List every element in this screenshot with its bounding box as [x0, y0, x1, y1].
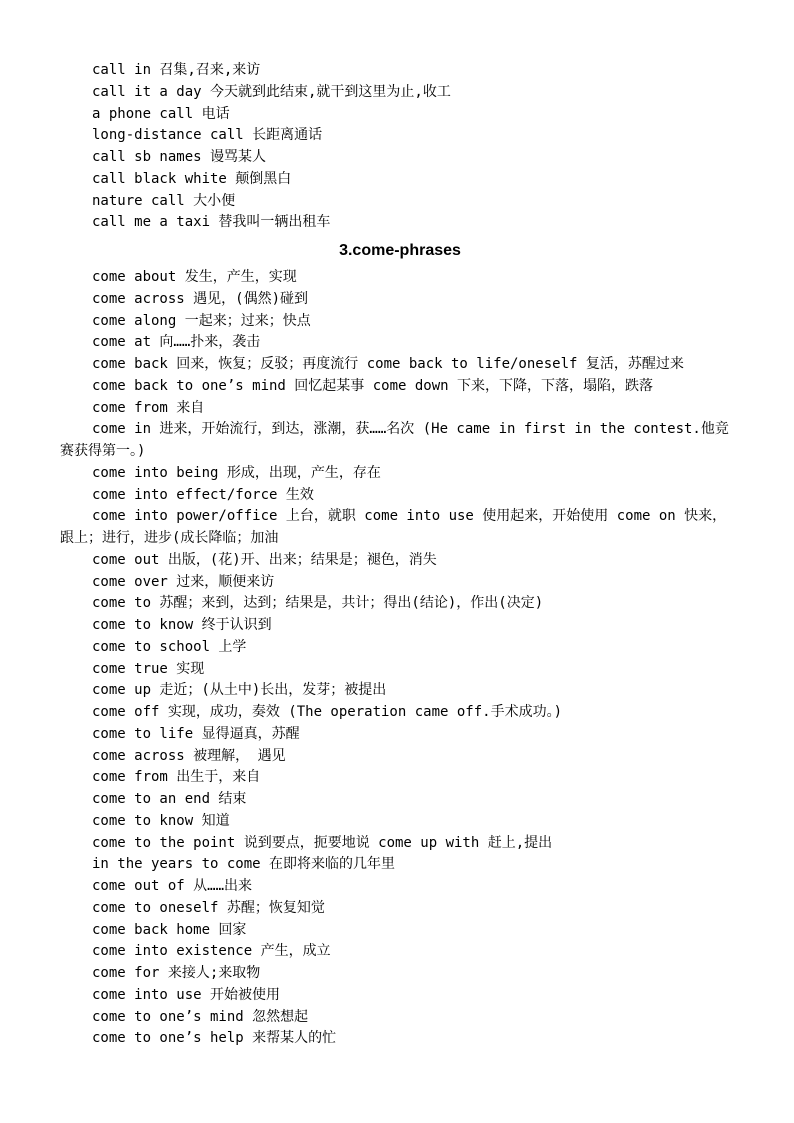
list-item: come about 发生，产生，实现 [92, 269, 297, 285]
list-item: come to know 终于认识到 [92, 617, 272, 633]
call-phrase-list [60, 60, 740, 234]
document-content [60, 60, 740, 1050]
list-item: come to 苏醒；来到，达到；结果是，共计；得出(结论)，作出(决定) [92, 595, 544, 612]
list-item: come from 来自 [92, 399, 205, 416]
list-item: come at 向……扑来，袭击 [92, 334, 261, 351]
list-item: call sb names 谩骂某人 [92, 149, 267, 165]
list-item: call it a day 今天就到此结束,就干到这里为止,收工 [92, 83, 451, 100]
list-item: come into use 开始被使用 [92, 986, 281, 1003]
list-item: come to one’s help 来帮某人的忙 [92, 1030, 337, 1047]
list-item: in the years to come 在即将来临的几年里 [92, 856, 396, 873]
list-item: call me a taxi 替我叫一辆出租车 [92, 214, 331, 231]
list-item: come to an end 结束 [92, 791, 247, 807]
list-item: come over 过来，顺便来访 [92, 573, 275, 590]
list-item: come from 出生于，来自 [92, 769, 261, 786]
list-item: come into power/office 上台，就职 come into use 使用起来，开始使用 come on 快来，跟上；进行，进步(成长降临；加油 [60, 508, 727, 546]
list-item: come to the point 说到要点，扼要地说 come up with 赶上,提出 [92, 834, 553, 851]
list-item: come to oneself 苏醒；恢复知觉 [92, 899, 325, 916]
list-item: come back home 回家 [92, 921, 247, 938]
list-item: come to life 显得逼真，苏醒 [92, 725, 300, 742]
list-item: call black white 颠倒黑白 [92, 170, 292, 187]
list-item: come into effect/force 生效 [92, 486, 314, 503]
list-item: call in 召集,召来,来访 [92, 62, 261, 78]
list-item: nature call 大小便 [92, 192, 236, 209]
list-item: come to school 上学 [92, 638, 247, 655]
list-item: come to one’s mind 忽然想起 [92, 1008, 309, 1025]
list-item: come for 来接人;来取物 [92, 965, 261, 981]
list-item: come into being 形成，出现，产生，存在 [92, 464, 381, 481]
list-item: come across 被理解， 遇见 [92, 747, 286, 764]
list-item: come out 出版，(花)开、出来；结果是；褪色，消失 [92, 551, 437, 568]
list-item: come up 走近；(从土中)长出，发芽；被提出 [92, 682, 387, 699]
section-heading: 3.come-phrases [339, 242, 461, 259]
list-item: come to know 知道 [92, 812, 230, 829]
list-item: come true 实现 [92, 660, 205, 677]
list-item: come out of 从……出来 [92, 878, 253, 894]
list-item: come back 回来，恢复；反驳；再度流行 come back to life/oneself 复活，苏醒过来 [92, 356, 684, 372]
come-phrase-list [60, 267, 740, 1050]
list-item: a phone call 电话 [92, 105, 230, 122]
list-item: come in 进来，开始流行，到达，涨潮，获……名次 (He came in first in the contest.他竞赛获得第一。) [60, 421, 729, 459]
list-item: come across 遇见，(偶然)碰到 [92, 290, 309, 307]
list-item: long-distance call 长距离通话 [92, 127, 323, 144]
list-item: come off 实现，成功，奏效 (The operation came off.手术成功。) [92, 704, 563, 720]
list-item: come into existence 产生，成立 [92, 943, 331, 960]
list-item: come along 一起来；过来；快点 [92, 312, 311, 329]
list-item: come back to one’s mind 回忆起某事 come down 下来，下降，下落，塌陷，跌落 [92, 377, 654, 394]
